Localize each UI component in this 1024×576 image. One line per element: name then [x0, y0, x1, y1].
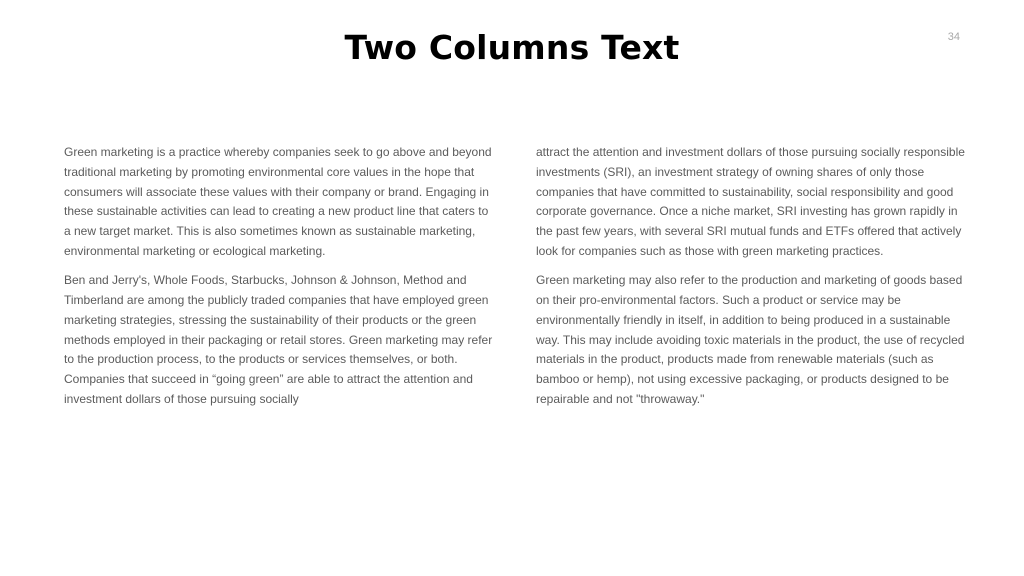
right-column [536, 143, 966, 419]
left-paragraph-2: Ben and Jerry's, Whole Foods, Starbucks, Johnson & Johnson, Method and Timberland are among the publicly traded companies that have employed green marketing strategies, stressing the sustainability of their products or the green methods employed in their packaging or retail stores. Green marketing may refer to the production process, to the products or services themselves, or both. Companies that succeed in “going green” are able to attract the attention and investment dollars of those pursuing socially [64, 273, 493, 407]
left-column [64, 143, 494, 419]
page-number: 34 [947, 31, 960, 43]
slide-title: Two Columns Text [344, 28, 680, 67]
right-paragraph-2: Green marketing may also refer to the production and marketing of goods based on their pro-environmental factors. Such a product or service may be environmentally friendly in itself, in addition to being produced in a sustainable way. This may include avoiding toxic materials in the product, the use of recycled materials in the product, products made from renewable materials (such as bamboo or hemp), not using excessive packaging, or products designed to be repairable and not "throwaway." [536, 273, 965, 407]
right-paragraph-1: attract the attention and investment dollars of those pursuing socially responsible investments (SRI), an investment strategy of owning shares of only those companies that have committed to sustainability, social responsibility and good corporate governance. Once a niche market, SRI investing has grown rapidly in the past few years, with several SRI mutual funds and ETFs offered that actively look for companies such as those with green marketing practices. [536, 145, 965, 258]
left-paragraph-1: Green marketing is a practice whereby companies seek to go above and beyond traditional marketing by promoting environmental core values in the hope that consumers will associate these values with their company or brand. Engaging in these sustainable activities can lead to creating a new product line that caters to a new target market. This is also sometimes known as sustainable marketing, environmental marketing or ecological marketing. [64, 145, 492, 258]
